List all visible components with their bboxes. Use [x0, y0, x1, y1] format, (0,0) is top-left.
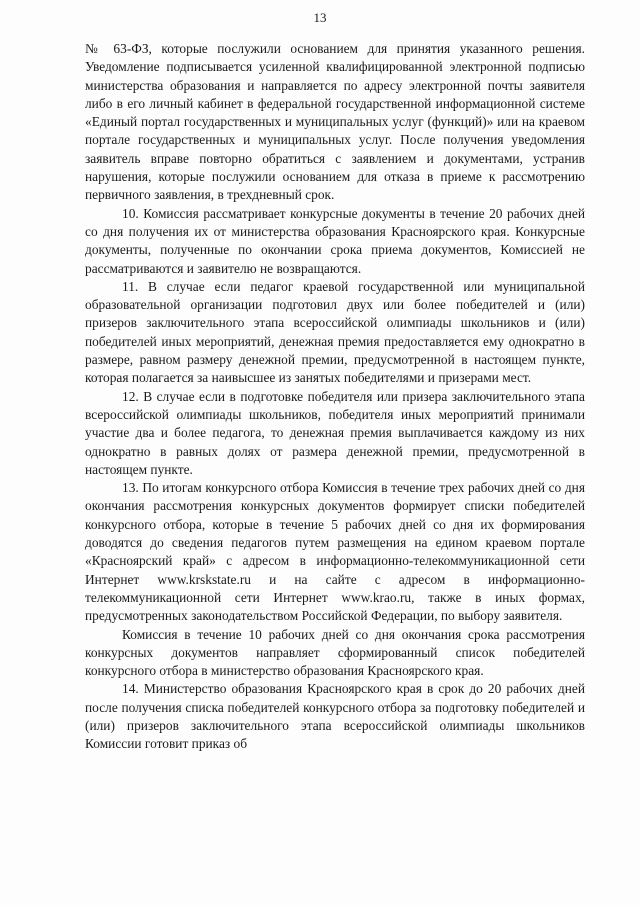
paragraph-13: 13. По итогам конкурсного отбора Комиссия в течение трех рабочих дней со дня окончания рассмотрения конкурсных документов формирует списки победителей конкурсного отбора, которые в течение 5 рабочих дней со дня их формирования доводятся до сведения педагогов путем размещения на едином краевом портале «Красноярский край» с адресом в информационно-телекоммуникационной сети Интернет www.krskstate.ru и на сайте с адресом в информационно-телекоммуникационной сети Интернет www.krao.ru, также в иных формах, предусмотренных законодательством Российской Федерации, по выбору заявителя. — [85, 480, 585, 624]
paragraph-12: 12. В случае если в подготовке победителя или призера заключительного этапа всероссийской олимпиады школьников, победителя иных мероприятий принимали участие два и более педагога, то денежная премия выплачивается каждому из них однократно в равных долях от размера денежной премии, предусмотренной в настоящем пункте. — [85, 388, 585, 477]
paragraph-10: 10. Комиссия рассматривает конкурсные документы в течение 20 рабочих дней со дня получения их от министерства образования Красноярского края. Конкурсные документы, полученные по окончании срока приема документов, Комиссией не рассматриваются и заявителю не возвращаются. — [85, 205, 585, 276]
paragraph-continuation: № 63-ФЗ, которые послужили основанием для принятия указанного решения. Уведомление подписывается усиленной квалифицированной электронной подписью министерства образования и направляется по адресу электронной почты заявителя либо в его личный кабинет в федеральной государственной информационной системе «Единый портал государственных и муниципальных услуг (функций)» или на краевом портале государственных и муниципальных услуг. После получения уведомления заявитель вправе повторно обратиться с заявлением и документами, устранив нарушения, которые послужили основанием для отказа в приеме к рассмотрению первичного заявления, в трехдневный срок. — [85, 41, 585, 203]
paragraph-14: 14. Министерство образования Красноярского края в срок до 20 рабочих дней после получения списка победителей конкурсного отбора за подготовку победителей и (или) призеров заключительного этапа всероссийской олимпиады школьников Комиссии готовит приказ об — [85, 681, 585, 752]
page-number: 13 — [313, 10, 327, 25]
paragraph-13-commission: Комиссия в течение 10 рабочих дней со дня окончания срока рассмотрения конкурсных документов направляет сформированный список победителей конкурсного отбора в министерство образования Красноярского края. — [85, 626, 585, 679]
document-body — [85, 40, 585, 754]
paragraph-11: 11. В случае если педагог краевой государственной или муниципальной образовательной организации подготовил двух или более победителей и (или) призеров заключительного этапа всероссийской олимпиады школьников и (или) победителей иных мероприятий, денежная премия предоставляется ему однократно в размере, равном размеру денежной премии, предусмотренной в настоящем пункте, которая полагается за наивысшее из занятых победителями и призерами мест. — [85, 278, 585, 386]
